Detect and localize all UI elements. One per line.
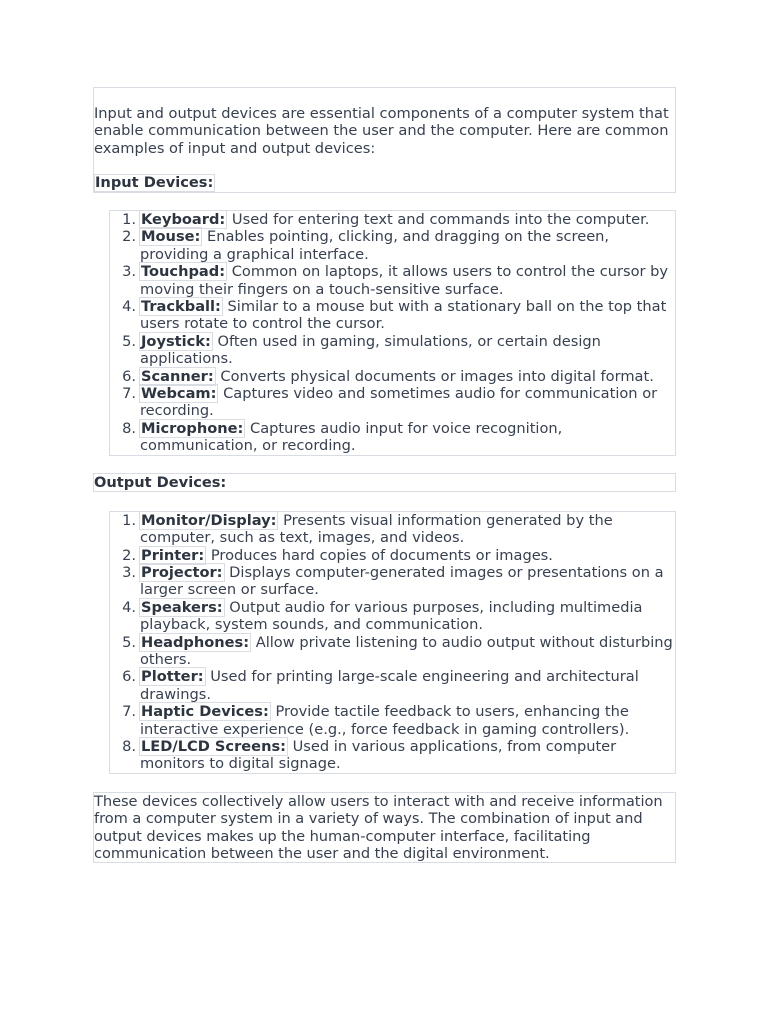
list-item-term: Projector: — [141, 563, 223, 581]
list-item-number: 6. — [122, 367, 136, 385]
list-item-term: Mouse: — [141, 228, 201, 246]
list-item-number: 6. — [122, 668, 136, 686]
list-item-description: Used for printing large-scale engineering and architectural drawings. — [140, 668, 639, 703]
closing-block — [93, 792, 676, 864]
list-item — [122, 419, 675, 455]
list-item-number: 3. — [122, 563, 136, 581]
list-item-description: Output audio for various purposes, including multimedia playback, system sounds, and communication. — [140, 598, 643, 634]
list-item — [122, 298, 675, 333]
list-item-number: 7. — [122, 385, 136, 403]
list-item-term: Webcam: — [141, 385, 217, 403]
list-item-term: Headphones: — [141, 633, 250, 651]
list-item-description: Converts physical documents or images into digital format. — [215, 367, 654, 385]
list-item-description: Similar to a mouse but with a stationary ball on the top that users rotate to control the cursor. — [140, 298, 667, 333]
list-item — [122, 633, 675, 669]
output-devices-heading: Output Devices: — [94, 473, 227, 491]
list-item — [122, 563, 675, 599]
list-item-description: Enables pointing, clicking, and dragging on the screen, providing a graphical interface. — [140, 228, 610, 263]
list-item-description: Captures audio input for voice recognition, communication, or recording. — [140, 419, 563, 455]
list-item-description: Produces hard copies of documents or images. — [206, 546, 553, 564]
input-devices-list-box — [109, 210, 676, 456]
list-item-description: Provide tactile feedback to users, enhancing the interactive experience (e.g., force feedback in gaming controllers). — [140, 703, 630, 738]
list-item-number: 4. — [122, 298, 136, 316]
input-devices-list — [110, 211, 675, 455]
list-item — [122, 263, 675, 298]
list-item-number: 1. — [122, 211, 136, 228]
list-item-term: Joystick: — [141, 332, 211, 350]
list-item-description: Presents visual information generated by the computer, such as text, images, and videos. — [140, 511, 613, 547]
list-item — [122, 546, 675, 564]
list-item-description: Used in various applications, from computer monitors to digital signage. — [140, 737, 617, 773]
list-item-term: Haptic Devices: — [141, 703, 269, 721]
list-item-description: Allow private listening to audio output without disturbing others. — [140, 633, 673, 668]
input-devices-heading: Input Devices: — [95, 174, 214, 192]
list-item — [122, 332, 675, 368]
intro-paragraph: Input and output devices are essential components of a computer system that enable communication between the user and the computer. Here are common examples of input and output devices: — [94, 105, 669, 157]
list-item-term: Scanner: — [141, 367, 214, 385]
list-item-description: Displays computer-generated images or presentations on a larger screen or surface. — [140, 563, 664, 599]
list-item-term: Touchpad: — [141, 263, 226, 281]
list-item — [122, 385, 675, 420]
list-item-number: 2. — [122, 546, 136, 564]
list-item — [122, 367, 675, 385]
list-item-term: Trackball: — [141, 298, 221, 316]
output-devices-heading-box — [93, 473, 676, 492]
list-item-term: Speakers: — [141, 598, 223, 616]
list-item — [122, 228, 675, 263]
list-item — [122, 668, 675, 703]
list-item-term: Printer: — [141, 546, 205, 564]
list-item-number: 8. — [122, 737, 136, 755]
list-item-term: Monitor/Display: — [141, 511, 277, 529]
list-item-term: Microphone: — [141, 419, 244, 437]
list-item-term: Plotter: — [141, 668, 204, 686]
list-item-description: Used for entering text and commands into the computer. — [227, 211, 650, 228]
list-item-description: Often used in gaming, simulations, or certain design applications. — [140, 332, 601, 368]
intro-block — [93, 87, 676, 193]
document-page — [93, 87, 676, 863]
list-item-number: 1. — [122, 511, 136, 529]
list-item-number: 5. — [122, 633, 136, 651]
list-item — [122, 737, 675, 773]
list-item-number: 3. — [122, 263, 136, 281]
output-devices-list-box — [109, 511, 676, 774]
list-item-description: Common on laptops, it allows users to control the cursor by moving their fingers on a touch-sensitive surface. — [140, 263, 669, 298]
output-devices-list — [110, 512, 675, 773]
list-item — [122, 511, 675, 547]
list-item-term: Keyboard: — [141, 211, 226, 228]
closing-paragraph: These devices collectively allow users to interact with and receive information from a computer system in a variety of ways. The combination of input and output devices makes up the human-computer interface, facilitating communication between the user and the digital environment. — [94, 792, 663, 862]
list-item-term: LED/LCD Screens: — [141, 737, 286, 755]
list-item-number: 5. — [122, 332, 136, 350]
input-devices-heading-row — [94, 174, 675, 192]
list-item-number: 2. — [122, 228, 136, 246]
list-item-description: Captures video and sometimes audio for communication or recording. — [140, 385, 658, 420]
list-item — [122, 211, 675, 228]
list-item — [122, 703, 675, 738]
list-item — [122, 598, 675, 634]
list-item-number: 4. — [122, 598, 136, 616]
list-item-number: 8. — [122, 419, 136, 437]
list-item-number: 7. — [122, 703, 136, 721]
